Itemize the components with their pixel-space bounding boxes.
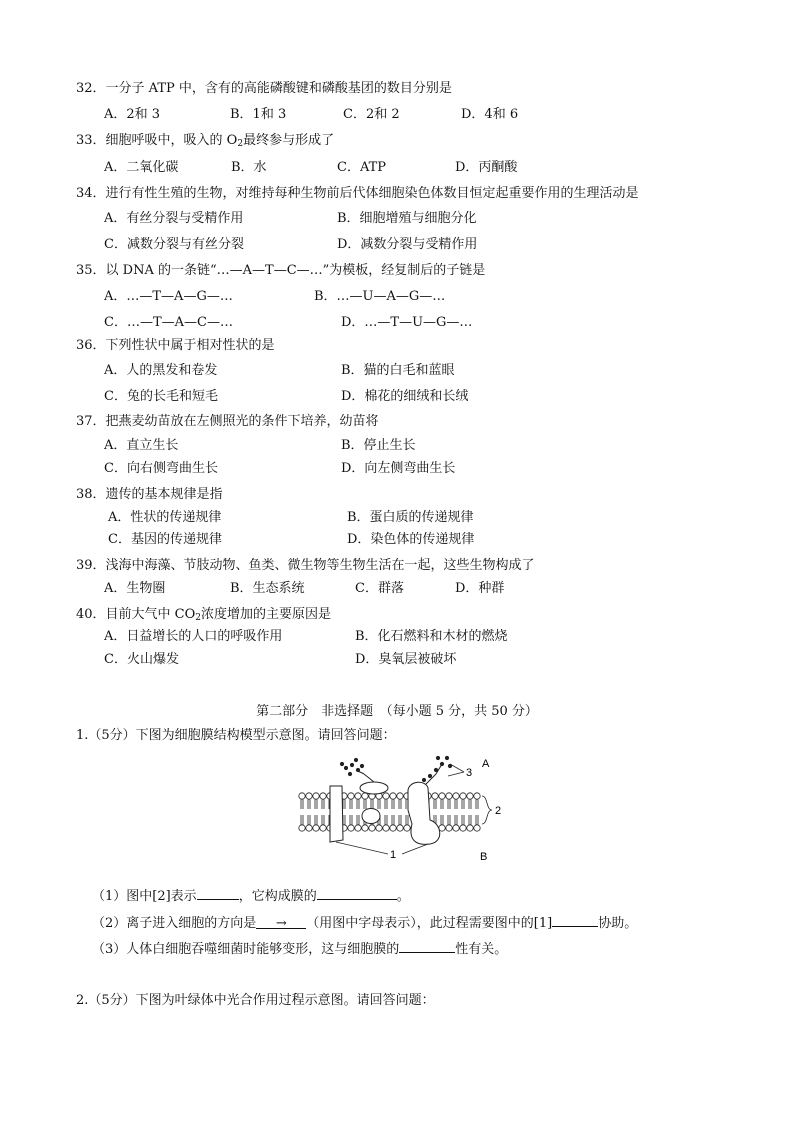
sub2-blank-2[interactable]	[552, 913, 598, 927]
phospholipid-head	[460, 793, 466, 799]
cell-membrane-diagram	[290, 750, 520, 868]
label-1: 1	[390, 849, 397, 861]
phospholipid-head	[453, 793, 459, 799]
phospholipid-tail	[322, 799, 324, 809]
q32-option-d[interactable]: D．4和 6	[461, 107, 519, 122]
phospholipid-tail	[434, 799, 436, 809]
q33-subscript: 2	[237, 139, 244, 149]
phospholipid-tail	[476, 815, 478, 825]
phospholipid-tail	[441, 815, 443, 825]
q37-option-c[interactable]: C．向右侧弯曲生长	[104, 461, 218, 476]
phospholipid-tail	[301, 799, 303, 809]
phospholipid-head	[404, 825, 410, 831]
phospholipid-tail	[406, 815, 408, 825]
question-37-stem: 37．把燕麦幼苗放在左侧照光的条件下培养，幼苗将	[76, 414, 379, 429]
sub1-text-a: （1）图中[2]表示	[92, 889, 197, 904]
sub1-text-b: ，它构成膜的	[238, 889, 317, 904]
phospholipid-head	[299, 825, 305, 831]
q32-option-a[interactable]: A．2和 3	[104, 107, 161, 122]
sub1-blank-1[interactable]	[197, 886, 239, 900]
sub3-blank[interactable]	[399, 939, 455, 953]
phospholipid-head	[446, 793, 452, 799]
q37-option-d[interactable]: D．向左侧弯曲生长	[341, 461, 456, 476]
phospholipid-head	[306, 825, 312, 831]
peripheral-protein	[360, 782, 388, 794]
q36-option-b[interactable]: B．猫的白毛和蓝眼	[341, 363, 455, 378]
part2-title: 第二部分 非选择题 （每小题 5 分，共 50 分）	[256, 704, 538, 719]
q36-option-d[interactable]: D．棉花的细绒和长绒	[341, 389, 469, 404]
phospholipid-tail	[385, 799, 387, 809]
phospholipid-head	[383, 793, 389, 799]
q39-option-a[interactable]: A．生物圈	[104, 581, 166, 596]
phospholipid-head	[348, 825, 354, 831]
arrow-icon: →	[275, 916, 287, 931]
q40-option-b[interactable]: B．化石燃料和木材的燃烧	[355, 629, 508, 644]
question-38-stem: 38．遗传的基本规律是指	[76, 487, 223, 502]
phospholipid-tail	[343, 815, 345, 825]
phospholipid-tail	[357, 799, 359, 809]
phospholipid-head	[320, 793, 326, 799]
phospholipid-head	[397, 825, 403, 831]
phospholipid-tail	[315, 815, 317, 825]
phospholipid-head	[362, 825, 368, 831]
phospholipid-head	[474, 793, 480, 799]
phospholipid-head	[306, 793, 312, 799]
question-33-stem	[76, 132, 334, 153]
phospholipid-head	[313, 825, 319, 831]
phospholipid-head	[299, 793, 305, 799]
q38-option-a[interactable]: A．性状的传递规律	[108, 510, 222, 525]
phospholipid-tail	[392, 799, 394, 809]
embedded-protein-small	[362, 809, 380, 824]
phospholipid-head	[474, 825, 480, 831]
q38-option-d[interactable]: D．染色体的传递规律	[347, 532, 475, 547]
phospholipid-tail	[357, 815, 359, 825]
phospholipid-head	[348, 793, 354, 799]
phospholipid-head	[320, 825, 326, 831]
q37-option-a[interactable]: A．直立生长	[104, 438, 179, 453]
question-35-stem: 35．以 DNA 的一条链“…—A—T—C—…”为模板，经复制后的子链是	[76, 263, 486, 278]
label-b: B	[480, 851, 488, 863]
label-a: A	[482, 758, 490, 770]
question-39-stem: 39．浅海中海藻、节肢动物、鱼类、微生物等生物生活在一起，这些生物构成了	[76, 558, 535, 573]
phospholipid-head	[397, 793, 403, 799]
q33-option-d[interactable]: D．丙酮酸	[455, 160, 518, 175]
phospholipid-head	[355, 825, 361, 831]
phospholipid-tail	[455, 799, 457, 809]
channel-protein-left	[330, 786, 343, 842]
q33-stem-text-end: 最终参与形成了	[243, 133, 335, 148]
phospholipid-tail	[315, 799, 317, 809]
q40-stem-text-end: 浓度增加的主要原因是	[201, 607, 332, 622]
q35-option-a[interactable]: A．…—T—A—G—…	[104, 289, 233, 304]
phospholipid-tail	[469, 799, 471, 809]
phospholipid-tail	[364, 799, 366, 809]
phospholipid-tail	[308, 799, 310, 809]
q39-option-b[interactable]: B．生态系统	[230, 581, 305, 596]
sub3-text-a: （3）人体白细胞吞噬细菌时能够变形，这与细胞膜的	[92, 942, 400, 957]
phospholipid-tail	[371, 799, 373, 809]
sub3-text-b: 性有关。	[455, 942, 508, 957]
question-32-stem: 32．一分子 ATP 中，含有的高能磷酸键和磷酸基团的数目分别是	[76, 81, 452, 96]
q32-option-b[interactable]: B．1和 3	[230, 107, 287, 122]
phospholipid-head	[453, 825, 459, 831]
phospholipid-tail	[343, 799, 345, 809]
q33-option-a[interactable]: A．二氧化碳	[104, 160, 179, 175]
q34-option-a[interactable]: A．有丝分裂与受精作用	[104, 211, 244, 226]
phospholipid-tail	[448, 815, 450, 825]
sub1-blank-2[interactable]	[317, 886, 397, 900]
phospholipid-tail	[476, 799, 478, 809]
phospholipid-head	[390, 825, 396, 831]
q40-option-c[interactable]: C．火山爆发	[104, 652, 179, 667]
phospholipid-head	[439, 793, 445, 799]
phospholipid-tail	[462, 815, 464, 825]
phospholipid-head	[432, 793, 438, 799]
q40-stem-text: 40．目前大气中 CO	[76, 607, 196, 622]
phospholipid-tail	[455, 815, 457, 825]
phospholipid-head	[383, 825, 389, 831]
part2-q1-stem: 1.（5分）下图为细胞膜结构模型示意图。请回答问题：	[76, 728, 396, 743]
q40-option-d[interactable]: D．臭氧层被破坏	[355, 652, 457, 667]
q32-option-c[interactable]: C．2和 2	[343, 107, 400, 122]
phospholipid-head	[313, 793, 319, 799]
part2-q1-sub3	[92, 939, 507, 959]
phospholipid-head	[355, 793, 361, 799]
q35-option-c[interactable]: C．…—T—A—C—…	[104, 315, 233, 330]
phospholipid-head	[460, 825, 466, 831]
label-2: 2	[495, 805, 502, 817]
q36-option-a[interactable]: A．人的黑发和卷发	[104, 363, 218, 378]
phospholipid-bilayer	[299, 793, 480, 831]
part2-q2-stem: 2.（5分）下图为叶绿体中光合作用过程示意图。请回答问题：	[76, 993, 435, 1008]
part2-q1-sub1	[92, 886, 410, 906]
phospholipid-head	[376, 825, 382, 831]
phospholipid-tail	[399, 799, 401, 809]
q33-stem-text: 33．细胞呼吸中，吸入的 O	[76, 133, 238, 148]
sub2-text-b: （用图中字母表示），此过程需要图中的[1]	[306, 916, 553, 931]
sub2-text-a: （2）离子进入细胞的方向是	[92, 916, 257, 931]
phospholipid-tail	[399, 815, 401, 825]
phospholipid-tail	[392, 815, 394, 825]
phospholipid-head	[390, 793, 396, 799]
phospholipid-head	[369, 825, 375, 831]
phospholipid-tail	[350, 799, 352, 809]
phospholipid-tail	[469, 815, 471, 825]
phospholipid-head	[467, 825, 473, 831]
q39-option-c[interactable]: C．群落	[355, 581, 404, 596]
part2-q1-sub2	[92, 913, 637, 933]
question-36-stem: 36．下列性状中属于相对性状的是	[76, 338, 275, 353]
phospholipid-tail	[462, 799, 464, 809]
phospholipid-tail	[441, 799, 443, 809]
phospholipid-tail	[322, 815, 324, 825]
q36-option-c[interactable]: C．兔的长毛和短毛	[104, 389, 218, 404]
q38-option-b[interactable]: B．蛋白质的传递规律	[347, 510, 474, 525]
transmembrane-protein	[408, 782, 440, 844]
sub1-text-c: 。	[396, 889, 410, 904]
question-40-stem	[76, 606, 331, 627]
sub2-text-c: 协助。	[598, 916, 638, 931]
phospholipid-head	[446, 825, 452, 831]
label-3: 3	[466, 767, 473, 779]
sub2-direction-blank[interactable]	[256, 915, 306, 929]
q37-option-b[interactable]: B．停止生长	[341, 438, 416, 453]
phospholipid-tail	[378, 799, 380, 809]
q38-option-c[interactable]: C．基因的传递规律	[108, 532, 222, 547]
q35-option-d[interactable]: D．…—T—U—G—…	[341, 315, 473, 330]
glycoprotein-chains	[340, 756, 451, 784]
q39-option-d[interactable]: D．种群	[455, 581, 505, 596]
q34-option-b[interactable]: B．细胞增殖与细胞分化	[337, 211, 477, 226]
phospholipid-tail	[448, 799, 450, 809]
question-34-stem: 34．进行有性生殖的生物，对维持每种生物前后代体细胞染色体数目恒定起重要作用的生理活动是	[76, 186, 639, 201]
phospholipid-tail	[301, 815, 303, 825]
phospholipid-tail	[308, 815, 310, 825]
q34-option-d[interactable]: D．减数分裂与受精作用	[337, 237, 478, 252]
q40-option-a[interactable]: A．日益增长的人口的呼吸作用	[104, 629, 283, 644]
q33-option-c[interactable]: C．ATP	[337, 160, 387, 175]
q35-option-b[interactable]: B．…—U—A—G—…	[314, 289, 446, 304]
q33-option-b[interactable]: B．水	[231, 160, 267, 175]
q34-option-c[interactable]: C．减数分裂与有丝分裂	[104, 237, 244, 252]
q40-subscript: 2	[195, 613, 202, 623]
phospholipid-tail	[385, 815, 387, 825]
phospholipid-tail	[350, 815, 352, 825]
phospholipid-head	[467, 793, 473, 799]
